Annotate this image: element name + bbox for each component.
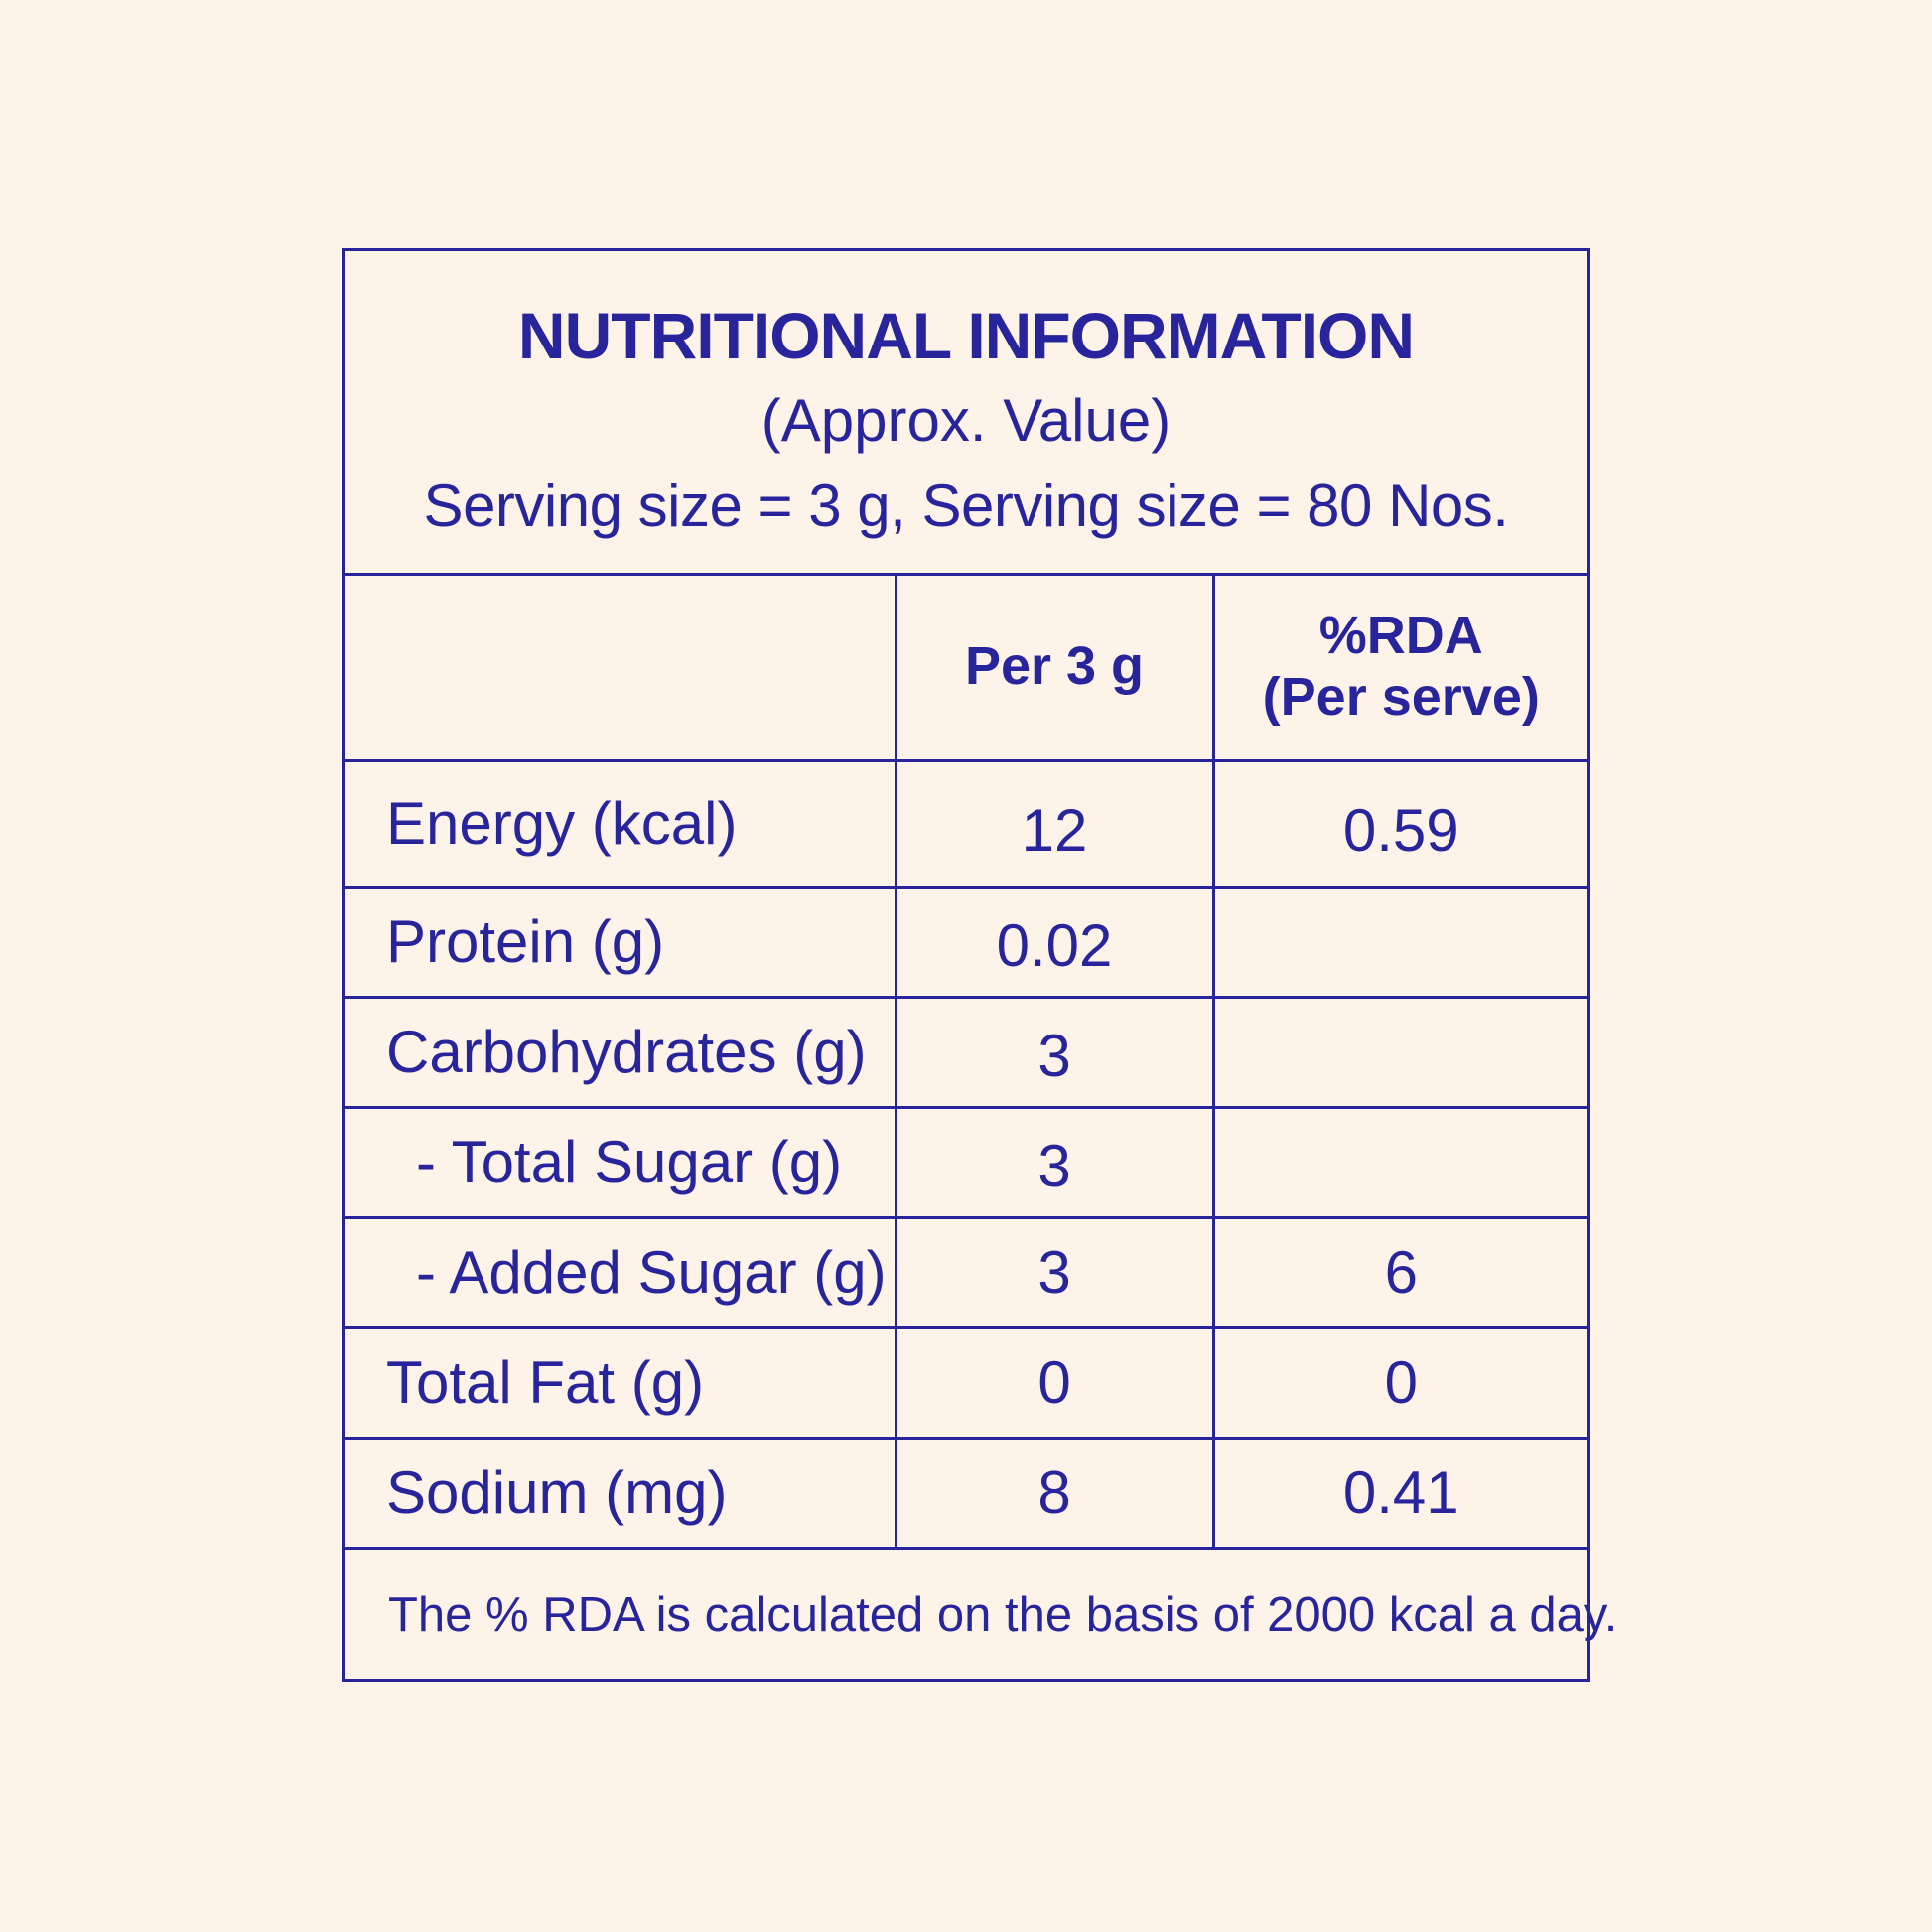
rda-footnote: The % RDA is calculated on the basis of 2000 kcal a day. [388,1588,1618,1642]
table-row [345,1217,1587,1327]
per-3g-value: 3 [896,1217,1213,1327]
column-header-rda-line1: %RDA [1318,605,1483,665]
per-3g-value: 8 [896,1438,1213,1548]
rda-value [1213,997,1587,1107]
table-row [345,1327,1587,1438]
panel-title: NUTRITIONAL INFORMATION [517,299,1415,372]
column-header-per-3g: Per 3 g [896,573,1213,760]
rda-value [1213,1107,1587,1217]
rda-value: 0 [1213,1327,1587,1438]
table-row [345,997,1587,1107]
rda-value: 0.41 [1213,1438,1587,1548]
nutrient-label: Carbohydrates (g) [345,997,896,1107]
nutrient-label: - Added Sugar (g) [345,1217,896,1327]
panel-subtitle: (Approx. Value) [760,387,1172,454]
nutrition-table [345,573,1587,1550]
nutrition-panel [342,248,1618,1682]
serving-size-text: Serving size = 3 g, Serving size = 80 Nos. [423,473,1509,539]
nutrient-label: Sodium (mg) [345,1438,896,1548]
rda-value: 6 [1213,1217,1587,1327]
table-row [345,887,1587,997]
per-3g-value: 3 [896,1107,1213,1217]
per-3g-value: 3 [896,997,1213,1107]
table-row [345,1107,1587,1217]
table-row [345,760,1587,887]
column-header-rda [1213,573,1587,760]
per-3g-value: 12 [896,760,1213,887]
nutrient-label: Energy (kcal) [345,760,896,887]
per-3g-value: 0 [896,1327,1213,1438]
panel-header [345,251,1587,576]
rda-value [1213,887,1587,997]
table-header-row [345,573,1587,760]
nutrient-label: - Total Sugar (g) [345,1107,896,1217]
rda-value: 0.59 [1213,760,1587,887]
nutrient-label: Protein (g) [345,887,896,997]
column-header-rda-line2: (Per serve) [1262,666,1540,727]
per-3g-value: 0.02 [896,887,1213,997]
column-header-nutrient [345,573,896,760]
table-row [345,1438,1587,1548]
nutrient-label: Total Fat (g) [345,1327,896,1438]
